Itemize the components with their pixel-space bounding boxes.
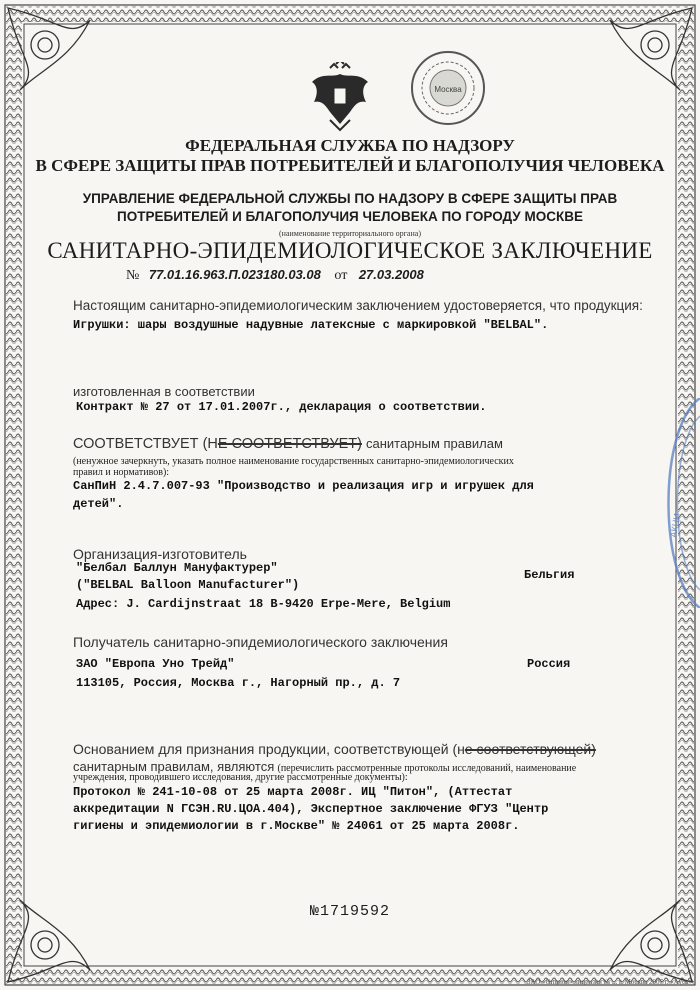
conformity-row xyxy=(73,436,503,452)
round-seal-stamp xyxy=(408,48,488,128)
rules-line-1: СанПиН 2.4.7.007-93 "Производство и реализация игр и игрушек для xyxy=(73,479,534,493)
footer-print-info: ЗАО «Опцион» лицензия № ... г. Москва 2007 г. «Ауск» xyxy=(527,978,692,986)
made-label: изготовленная в соответствии xyxy=(73,384,255,399)
coat-of-arms-emblem xyxy=(308,62,372,132)
conformity-struck: Е СООТВЕТСТВУЕТ) xyxy=(217,436,362,452)
office-name-line2: ПОТРЕБИТЕЛЕЙ И БЛАГОПОЛУЧИЯ ЧЕЛОВЕКА ПО ГОРОДУ МОСКВЕ xyxy=(117,209,583,224)
conformity-note-1: (ненужное зачеркнуть, указать полное наименование государственных санитарно-эпидемиологических xyxy=(73,456,514,467)
basis-label: Основанием для признания продукции, соответствующей (н xyxy=(73,741,465,757)
conformity-tail: санитарным правилам xyxy=(365,436,503,451)
basis-line-1: Протокол № 241-10-08 от 25 марта 2008г. ИЦ "Питон", (Аттестат xyxy=(73,785,513,799)
basis-struck: е соответствующей) xyxy=(464,741,596,757)
basis-note: учреждения, проводившего исследования, другие рассмотренные документы): xyxy=(73,772,408,783)
seal-text: Москва xyxy=(434,85,462,94)
side-stamp-text: АКЦИ xyxy=(668,512,683,539)
recipient-label: Получатель санитарно-эпидемиологического заключения xyxy=(73,634,448,650)
manufacturer-address: Адрес: J. Cardijnstraat 18 B-9420 Erpe-Mere, Belgium xyxy=(76,597,451,611)
recipient-country: Россия xyxy=(527,657,571,671)
manufacturer-label: Организация-изготовитель xyxy=(73,546,247,562)
made-value: Контракт № 27 от 17.01.2007г., декларация о соответствии. xyxy=(76,400,487,414)
recipient-address: 113105, Россия, Москва г., Нагорный пр., д. 7 xyxy=(76,676,401,690)
basis-line-3: гигиены и эпидемиологии в г.Москве" № 24061 от 25 марта 2008г. xyxy=(73,819,520,833)
intro-text: Настоящим санитарно-эпидемиологическим заключением удостоверяется, что продукция: xyxy=(73,298,643,313)
certificate-number: 77.01.16.963.П.023180.03.08 xyxy=(148,267,321,282)
manufacturer-name-en: ("BELBAL Balloon Manufacturer") xyxy=(76,578,300,592)
basis-line2-note: (перечислить рассмотренные протоколы исследований, наименование xyxy=(277,763,577,774)
office-name-line1: УПРАВЛЕНИЕ ФЕДЕРАЛЬНОЙ СЛУЖБЫ ПО НАДЗОРУ В СФЕРЕ ЗАЩИТЫ ПРАВ xyxy=(82,191,618,206)
office-caption: (наименование территориального органа) xyxy=(279,229,421,238)
certificate-date: 27.03.2008 xyxy=(358,267,424,282)
basis-line-2: аккредитации N ГСЭН.RU.ЦОА.404), Экспертное заключение ФГУЗ "Центр xyxy=(73,802,549,816)
product-description: Игрушки: шары воздушные надувные латексные с маркировкой "BELBAL". xyxy=(73,318,549,332)
recipient-name: ЗАО "Европа Уно Трейд" xyxy=(76,657,235,671)
agency-name-line1: ФЕДЕРАЛЬНАЯ СЛУЖБА ПО НАДЗОРУ xyxy=(185,136,515,155)
conformity-label: СООТВЕТСТВУЕТ (Н xyxy=(73,436,218,452)
agency-name-line2: В СФЕРЕ ЗАЩИТЫ ПРАВ ПОТРЕБИТЕЛЕЙ И БЛАГОПОЛУЧИЯ ЧЕЛОВЕКА xyxy=(35,156,665,175)
document-title: САНИТАРНО-ЭПИДЕМИОЛОГИЧЕСКОЕ ЗАКЛЮЧЕНИЕ xyxy=(47,238,653,263)
side-stamp xyxy=(648,398,700,608)
date-prefix: от xyxy=(334,268,348,283)
form-serial-number: №1719592 xyxy=(309,903,390,920)
manufacturer-country: Бельгия xyxy=(524,568,575,582)
number-prefix: № xyxy=(126,268,140,283)
basis-line2-label: санитарным правилам, являются xyxy=(73,759,275,774)
certificate-number-row xyxy=(126,267,424,284)
manufacturer-name: "Белбал Баллун Мануфактурер" xyxy=(76,561,278,575)
rules-line-2: детей". xyxy=(73,497,124,511)
conformity-note-2: правил и нормативов): xyxy=(73,467,170,478)
basis-row xyxy=(73,741,596,757)
